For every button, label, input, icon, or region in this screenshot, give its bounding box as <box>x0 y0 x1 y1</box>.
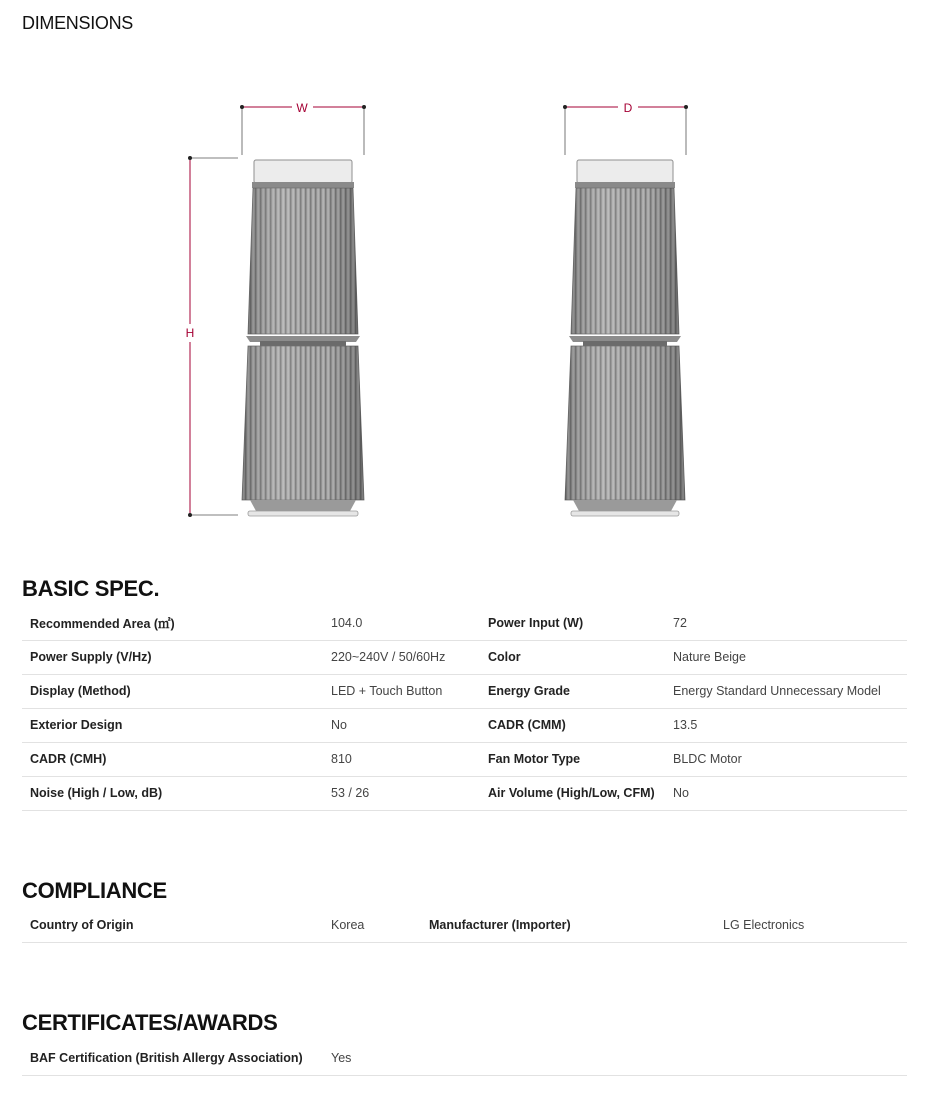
spec-value: 104.0 <box>331 606 480 640</box>
spec-value: No <box>331 708 480 742</box>
spec-row <box>22 776 907 810</box>
spec-label: Power Supply (V/Hz) <box>22 640 331 674</box>
front-view-purifier <box>242 160 364 516</box>
spec-row <box>22 1041 907 1075</box>
spec-label: Display (Method) <box>22 674 331 708</box>
spec-value: 220~240V / 50/60Hz <box>331 640 480 674</box>
spec-label: Color <box>480 640 673 674</box>
spec-value: 810 <box>331 742 480 776</box>
spec-label: Fan Motor Type <box>480 742 673 776</box>
spec-label: Recommended Area (㎡) <box>22 606 331 640</box>
depth-label: D <box>623 101 633 115</box>
compliance-table <box>22 908 907 943</box>
spec-label: Exterior Design <box>22 708 331 742</box>
spec-label: Power Input (W) <box>480 606 673 640</box>
spec-value: No <box>673 776 907 810</box>
spec-value: Nature Beige <box>673 640 907 674</box>
compliance-title: COMPLIANCE <box>22 878 167 903</box>
side-view-purifier <box>565 160 685 516</box>
spec-value: 13.5 <box>673 708 907 742</box>
spec-row <box>22 742 907 776</box>
spec-label: CADR (CMH) <box>22 742 331 776</box>
spec-value: Korea <box>331 908 421 942</box>
spec-label: Manufacturer (Importer) <box>421 908 723 942</box>
spec-value: BLDC Motor <box>673 742 907 776</box>
spec-value: 53 / 26 <box>331 776 480 810</box>
spec-value: 72 <box>673 606 907 640</box>
spec-label: CADR (CMM) <box>480 708 673 742</box>
dimensions-title: DIMENSIONS <box>22 13 134 33</box>
width-dimension <box>240 101 366 155</box>
spec-label: Noise (High / Low, dB) <box>22 776 331 810</box>
spec-label: Energy Grade <box>480 674 673 708</box>
basic-spec-title: BASIC SPEC. <box>22 576 160 601</box>
spec-value: LG Electronics <box>723 908 907 942</box>
spec-row <box>22 908 907 942</box>
spec-value: Yes <box>331 1041 907 1075</box>
certificates-title: CERTIFICATES/AWARDS <box>22 1010 278 1035</box>
spec-label: BAF Certification (British Allergy Association) <box>22 1041 331 1075</box>
height-label: H <box>185 326 195 340</box>
width-label: W <box>296 101 308 115</box>
certificates-table <box>22 1041 907 1076</box>
spec-row <box>22 674 907 708</box>
spec-row <box>22 708 907 742</box>
basic-spec-table <box>22 606 907 811</box>
spec-row <box>22 640 907 674</box>
height-dimension <box>186 156 238 517</box>
spec-value: LED + Touch Button <box>331 674 480 708</box>
spec-row <box>22 606 907 640</box>
spec-label: Air Volume (High/Low, CFM) <box>480 776 673 810</box>
spec-value: Energy Standard Unnecessary Model <box>673 674 907 708</box>
depth-dimension <box>563 101 688 155</box>
spec-label: Country of Origin <box>22 908 331 942</box>
